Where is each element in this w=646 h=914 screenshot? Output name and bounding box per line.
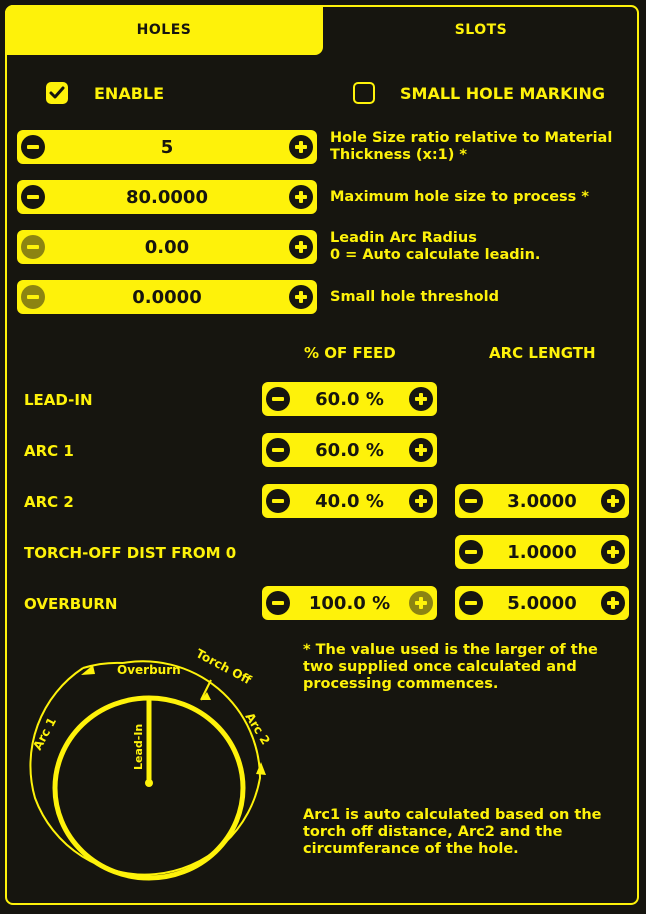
overburn-length-value[interactable]: 5.0000 xyxy=(507,592,577,614)
pierce-point xyxy=(145,779,153,787)
arc1-feed-spinner xyxy=(262,433,437,467)
minus-icon[interactable] xyxy=(21,235,45,259)
minus-icon[interactable] xyxy=(266,591,290,615)
max-hole-size-description: Maximum hole size to process * xyxy=(330,189,589,205)
minus-icon[interactable] xyxy=(459,540,483,564)
row-label-overburn: OVERBURN xyxy=(24,595,118,613)
row-label-torch-off: TORCH-OFF DIST FROM 0 xyxy=(24,544,237,562)
max-hole-size-value[interactable]: 80.0000 xyxy=(126,186,208,208)
checkmark-icon xyxy=(49,86,65,100)
hole-size-ratio-value[interactable]: 5 xyxy=(160,136,174,158)
minus-icon[interactable] xyxy=(459,591,483,615)
small-hole-threshold-description: Small hole threshold xyxy=(330,289,499,305)
minus-icon[interactable] xyxy=(266,489,290,513)
larger-value-note: * The value used is the larger of the two supplied once calculated and processing commences. xyxy=(303,642,598,692)
max-hole-size-spinner xyxy=(17,180,317,214)
minus-icon[interactable] xyxy=(459,489,483,513)
small-hole-marking-checkbox[interactable] xyxy=(353,82,375,104)
plus-icon[interactable] xyxy=(289,285,313,309)
lead-in-feed-spinner xyxy=(262,382,437,416)
overburn-feed-spinner xyxy=(262,586,437,620)
minus-icon[interactable] xyxy=(21,285,45,309)
torch-off-length-value[interactable]: 1.0000 xyxy=(507,541,577,563)
row-label-arc1: ARC 1 xyxy=(24,442,74,460)
tab-slots[interactable]: SLOTS xyxy=(454,22,508,38)
plus-icon[interactable] xyxy=(289,185,313,209)
feed-column-header: % OF FEED xyxy=(304,344,396,362)
arc2-length-value[interactable]: 3.0000 xyxy=(507,490,577,512)
hole-size-ratio-description: Hole Size ratio relative to Material Thickness (x:1) * xyxy=(330,130,613,163)
arc2-length-spinner xyxy=(455,484,629,518)
arc-length-column-header: ARC LENGTH xyxy=(489,344,596,362)
row-label-arc2: ARC 2 xyxy=(24,493,74,511)
torch-off-label: Torch Off xyxy=(193,646,254,688)
leadin-arc-radius-spinner xyxy=(17,230,317,264)
leadin-arc-radius-title: Leadin Arc Radius xyxy=(330,230,477,246)
arc1-label: Arc 1 xyxy=(30,715,60,753)
plus-icon[interactable] xyxy=(601,591,625,615)
hole-path-diagram xyxy=(15,638,290,900)
enable-checkbox[interactable] xyxy=(46,82,68,104)
plus-icon[interactable] xyxy=(409,387,433,411)
minus-icon[interactable] xyxy=(21,135,45,159)
minus-icon[interactable] xyxy=(266,387,290,411)
torch-off-length-spinner xyxy=(455,535,629,569)
leadin-arc-radius-description xyxy=(330,230,635,264)
plus-icon[interactable] xyxy=(289,135,313,159)
arc2-feed-value[interactable]: 40.0 % xyxy=(315,490,384,512)
minus-icon[interactable] xyxy=(266,438,290,462)
row-label-lead-in: LEAD-IN xyxy=(24,391,93,409)
arc2-label: Arc 2 xyxy=(242,710,273,748)
arc1-feed-value[interactable]: 60.0 % xyxy=(315,439,384,461)
plus-icon[interactable] xyxy=(409,489,433,513)
small-hole-threshold-value[interactable]: 0.0000 xyxy=(132,286,202,308)
leadin-auto-hint: 0 = Auto calculate leadin. xyxy=(330,247,541,263)
plus-icon[interactable] xyxy=(601,540,625,564)
arc2-feed-spinner xyxy=(262,484,437,518)
plus-icon[interactable] xyxy=(409,591,433,615)
enable-label: ENABLE xyxy=(94,84,165,103)
arc1-auto-note: Arc1 is auto calculated based on the torch off distance, Arc2 and the circumferance of the hole. xyxy=(303,807,602,857)
overburn-length-spinner xyxy=(455,586,629,620)
small-hole-threshold-spinner xyxy=(17,280,317,314)
minus-icon[interactable] xyxy=(21,185,45,209)
small-hole-marking-label: SMALL HOLE MARKING xyxy=(400,84,605,103)
tab-holes[interactable]: HOLES xyxy=(5,5,323,55)
lead-in-label: Lead-In xyxy=(132,723,145,770)
plus-icon[interactable] xyxy=(601,489,625,513)
plus-icon[interactable] xyxy=(289,235,313,259)
overburn-feed-value[interactable]: 100.0 % xyxy=(308,592,391,614)
overburn-label: Overburn xyxy=(117,663,181,677)
hole-size-ratio-spinner xyxy=(17,130,317,164)
plus-icon[interactable] xyxy=(409,438,433,462)
lead-in-feed-value[interactable]: 60.0 % xyxy=(315,388,384,410)
arrowhead-icon xyxy=(256,762,266,775)
leadin-arc-radius-value[interactable]: 0.00 xyxy=(144,236,190,258)
